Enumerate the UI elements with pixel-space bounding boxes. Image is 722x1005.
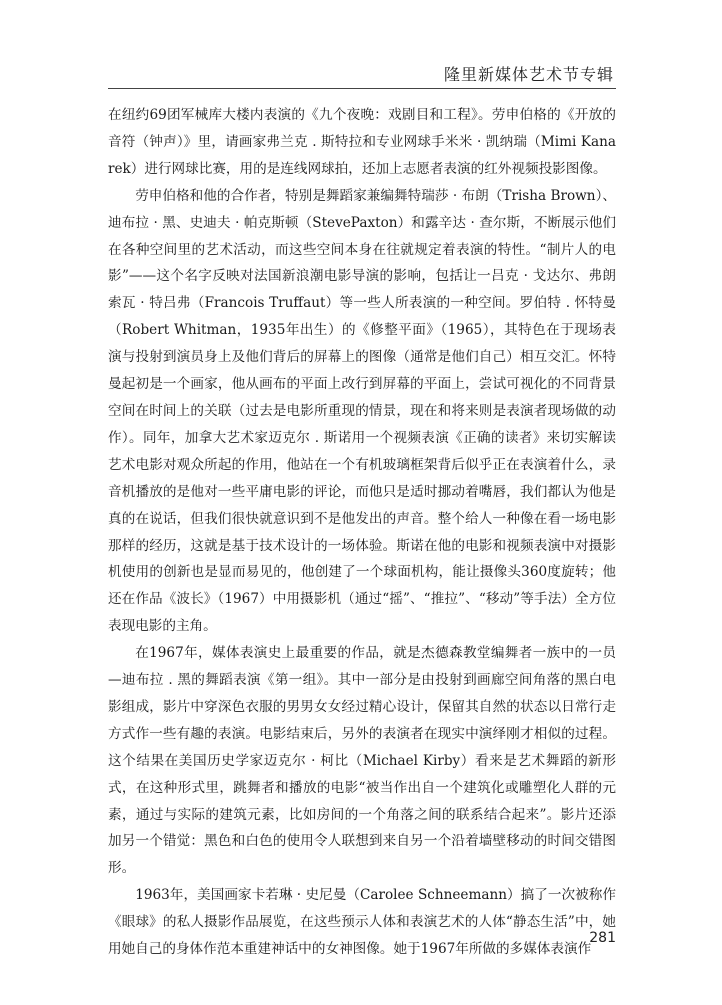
header-rule xyxy=(108,88,616,89)
paragraph-4: 1963年，美国画家卡若琳 · 史尼曼（Carolee Schneemann）搞了一次被称作《眼球》的私人摄影作品展览，在这些预示人体和表演艺术的人体“静态生活”中，她用她自己的身体作范本重建神话中的女神图像。她于1967年所做的多媒体表演作 xyxy=(108,887,616,958)
running-header: 隆里新媒体艺术节专辑 xyxy=(443,65,614,84)
body-text xyxy=(108,102,616,963)
page-number: 281 xyxy=(589,930,616,946)
paragraph-3: 在1967年，媒体表演史上最重要的作品，就是杰德森教堂编舞者一族中的一员—迪布拉 . 黑的舞蹈表演《第一组》。其中一部分是由投射到画廊空间角落的黑白电影组成，影片中穿深色衣服的男男女女经过精心设计，保留其自然的状态以日常行走方式作一些有趣的表演。电影结束后，另外的表演者在现实中演绎刚才相似的过程。这个结果在美国历史学家迈克尔 · 柯比（Michael Kirby）看来是艺术舞蹈的新形式，在这种形式里，跳舞者和播放的电影“被当作出自一个建筑化或雕塑化人群的元素，通过与实际的建筑元素，比如房间的一个角落之间的联系结合起来”。影片还添加另一个错觉：黑色和白色的使用令人联想到来自另一个沿着墙壁移动的时间交错图形。 xyxy=(108,645,616,877)
paragraph-2: 劳申伯格和他的合作者，特别是舞蹈家兼编舞特瑞莎 · 布朗（Trisha Brown）、迪布拉 · 黑、史迪夫 · 帕克斯顿（StevePaxton）和露辛达 · 查尔斯，不断展示他们在各种空间里的艺术活动，而这些空间本身在往就规定着表演的特性。“制片人的电影”——这个名字反映对法国新浪潮电影导演的影响，包括让一吕克 · 戈达尔、弗朗索瓦 · 特吕弗（Francois Truffaut）等一些人所表演的一种空间。罗伯特 . 怀特曼（Robert Whitman，1935年出生）的《修整平面》（1965），其特色在于现场表演与投射到演员身上及他们背后的屏幕上的图像（通常是他们自己）相互交汇。怀特曼起初是一个画家，他从画布的平面上改行到屏幕的平面上，尝试可视化的不同背景空间在时间上的关联（过去是电影所重现的情景，现在和将来则是表演者现场做的动作）。同年，加拿大艺术家迈克尔 . 斯诺用一个视频表演《正确的读者》来切实解读艺术电影对观众所起的作用，他站在一个有机玻璃框架背后似乎正在表演着什么，录音机播放的是他对一些平庸电影的评论，而他只是适时挪动着嘴唇，我们都认为他是真的在说话，但我们很快就意识到不是他发出的声音。整个给人一种像在看一场电影那样的经历，这就是基于技术设计的一场体验。斯诺在他的电影和视频表演中对摄影机使用的创新也是显而易见的，他创建了一个球面机构，能让摄像头360度旋转；他还在作品《波长》（1967）中用摄影机（通过“摇”、“推拉”、“移动”等手法）全方位表现电影的主角。 xyxy=(108,187,616,635)
paragraph-1: 在纽约69团军械库大楼内表演的《九个夜晚：戏剧目和工程》。劳申伯格的《开放的音符（钟声）》里，请画家弗兰克 . 斯特拉和专业网球手米米 · 凯纳瑞（Mimi Kanarek）进行网球比赛，用的是连线网球拍，还加上志愿者表演的红外视频投影图像。 xyxy=(108,107,616,177)
